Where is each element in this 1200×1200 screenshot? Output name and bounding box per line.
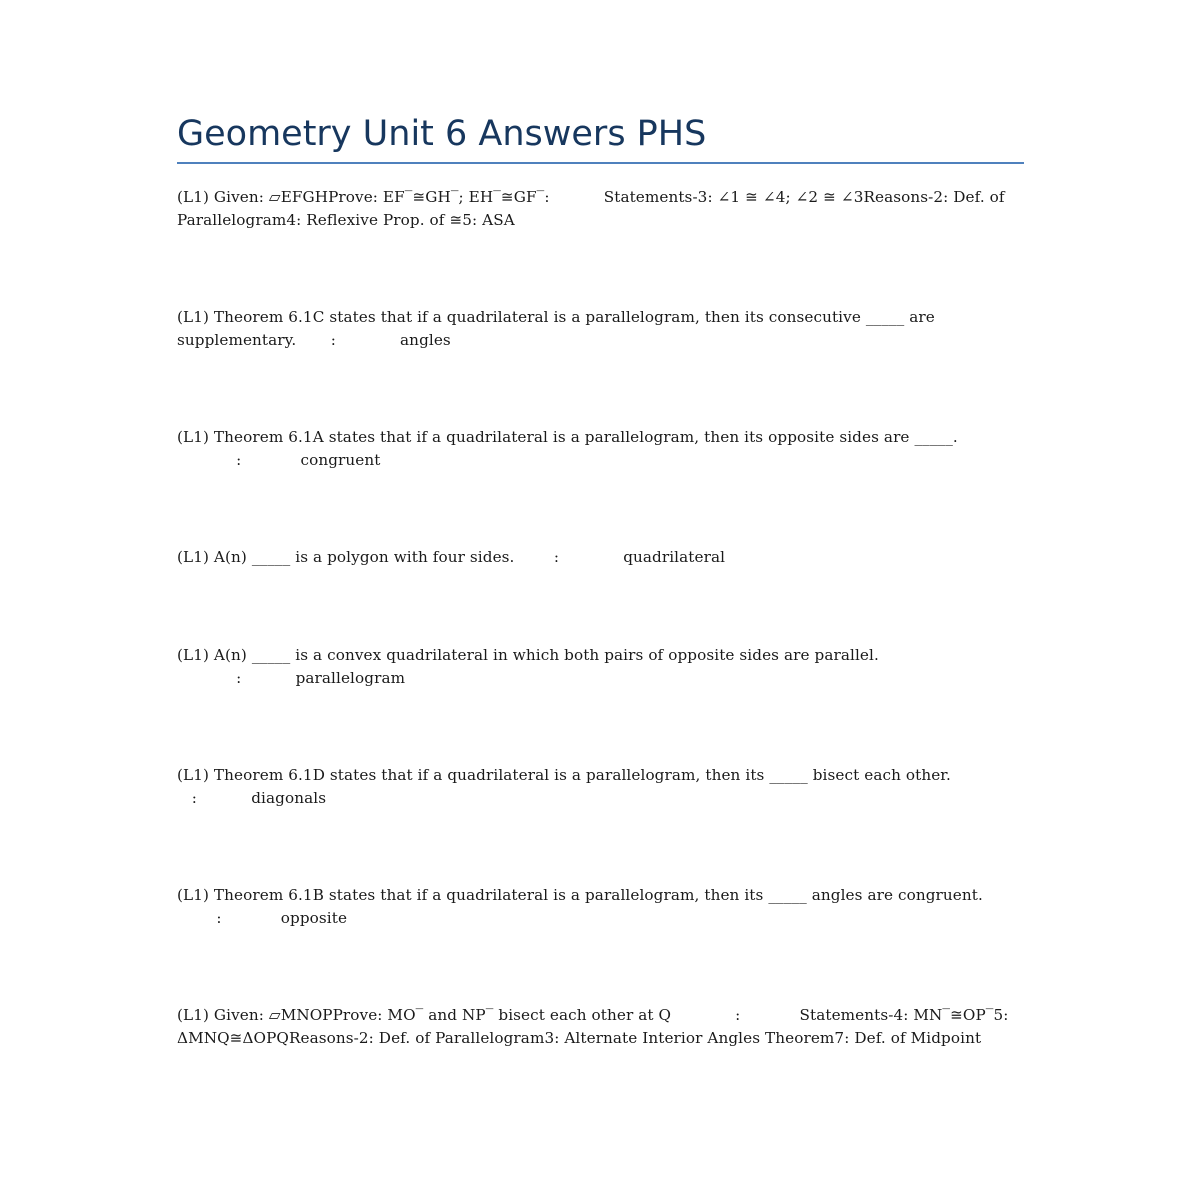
question-answer: Statements-3: ∠1 ≅ ∠4; ∠2 ≅ ∠3Reasons-2: Def. of Parallelogram4: Reflexive Prop. of ≅5: ASA xyxy=(177,188,1005,229)
title-underline xyxy=(177,162,1024,164)
question-answer: congruent xyxy=(300,450,381,469)
question-prompt: (L1) Theorem 6.1B states that if a quadrilateral is a parallelogram, then its _____ angles are congruent. xyxy=(177,886,983,904)
question-item xyxy=(177,546,1024,569)
question-item xyxy=(177,884,1024,929)
question-prompt: (L1) Given: ▱MNOPProve: MO‾ and NP‾ bisect each other at Q xyxy=(177,1006,672,1024)
question-prompt: (L1) Theorem 6.1C states that if a quadrilateral is a parallelogram, then its consecutive _____ are supplementary. xyxy=(177,308,935,349)
question-item xyxy=(177,306,1024,351)
question-item xyxy=(177,1004,1024,1049)
question-answer: quadrilateral xyxy=(623,548,726,566)
answer-separator: : xyxy=(296,330,401,349)
question-prompt: (L1) A(n) _____ is a polygon with four sides. xyxy=(177,548,515,566)
document-page xyxy=(177,0,1024,1200)
question-item xyxy=(177,426,1024,471)
answer-separator: : xyxy=(544,188,604,206)
question-prompt: (L1) A(n) _____ is a convex quadrilateral in which both pairs of opposite sides are parallel. xyxy=(177,646,879,664)
question-item xyxy=(177,186,1024,231)
question-answer: parallelogram xyxy=(295,668,406,687)
question-item xyxy=(177,764,1024,809)
question-prompt: (L1) Theorem 6.1D states that if a quadrilateral is a parallelogram, then its _____ bisect each other. xyxy=(177,766,951,784)
question-answer: Statements-4: MN‾≅OP‾5: ΔMNQ≅ΔOPQReasons-2: Def. of Parallelogram3: Alternate Interior Angles Theorem7: Def. of Midpoint xyxy=(177,1006,1009,1047)
question-item xyxy=(177,644,1024,689)
answer-separator: : xyxy=(514,548,624,566)
question-answer: diagonals xyxy=(251,788,327,807)
answer-separator: : xyxy=(177,450,301,469)
answer-separator: : xyxy=(177,788,252,807)
question-prompt: (L1) Given: ▱EFGHProve: EF‾≅GH‾; EH‾≅GF‾ xyxy=(177,188,545,206)
question-answer: angles xyxy=(400,330,451,349)
question-prompt: (L1) Theorem 6.1A states that if a quadrilateral is a parallelogram, then its opposite sides are _____. xyxy=(177,428,958,446)
page-title: Geometry Unit 6 Answers PHS xyxy=(177,114,707,154)
question-answer: opposite xyxy=(280,908,348,927)
answer-separator: : xyxy=(177,668,296,687)
answer-separator: : xyxy=(671,1006,800,1024)
answer-separator: : xyxy=(177,908,281,927)
